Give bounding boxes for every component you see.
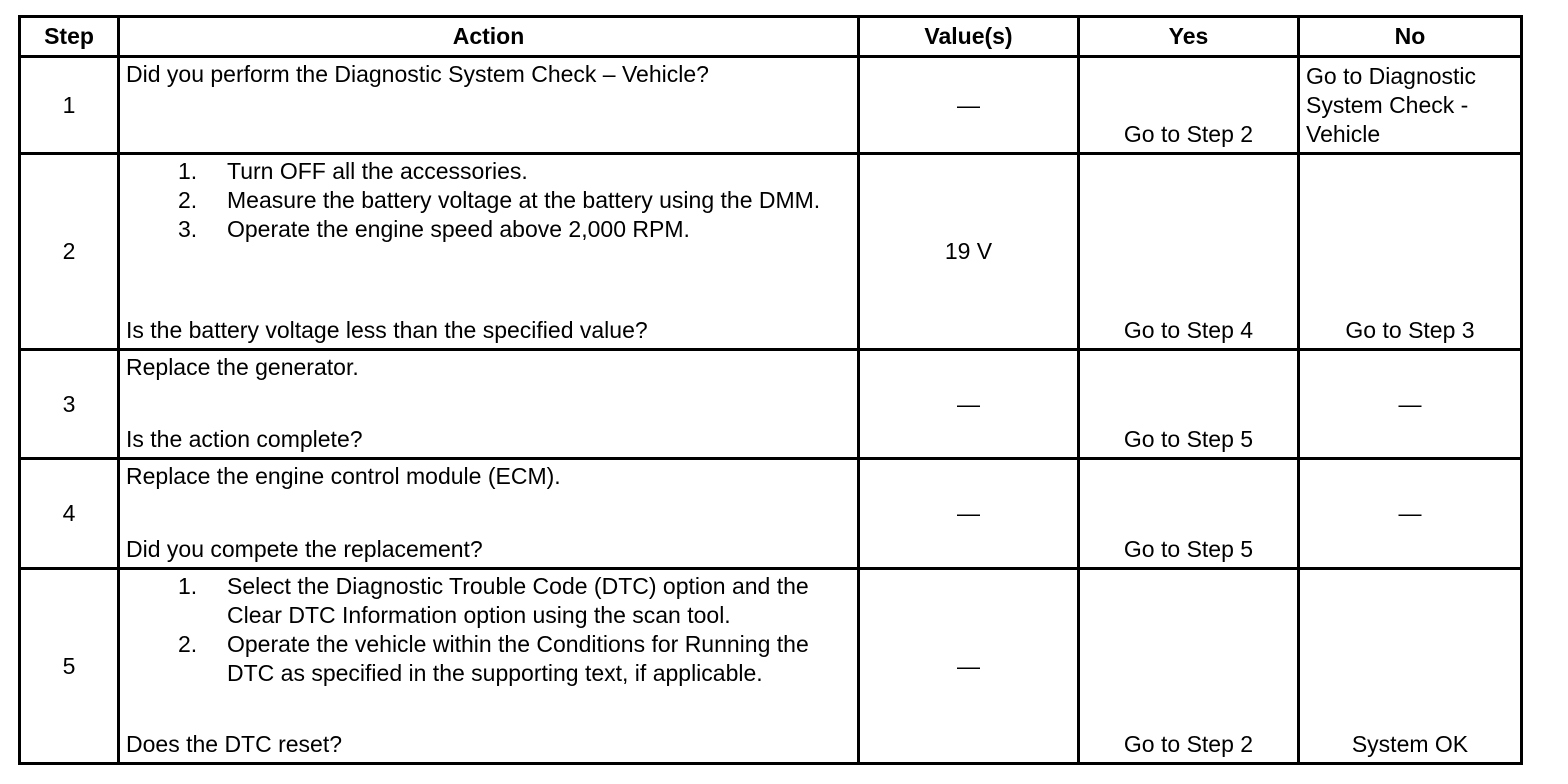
action-steps-list xyxy=(126,572,851,688)
yes-cell: Go to Step 2 xyxy=(1079,57,1299,154)
table-row xyxy=(20,569,1522,764)
yes-cell: Go to Step 4 xyxy=(1079,154,1299,350)
header-yes: Yes xyxy=(1079,17,1299,57)
action-question: Is the action complete? xyxy=(126,426,363,452)
action-question: Is the battery voltage less than the specified value? xyxy=(126,317,648,343)
action-cell xyxy=(119,350,859,459)
action-step-item: 3. Operate the engine speed above 2,000 RPM. xyxy=(178,216,690,242)
no-cell: Go to Step 3 xyxy=(1299,154,1522,350)
table-row xyxy=(20,154,1522,350)
yes-cell: Go to Step 5 xyxy=(1079,350,1299,459)
header-step: Step xyxy=(20,17,119,57)
header-no: No xyxy=(1299,17,1522,57)
action-question: Did you perform the Diagnostic System Check – Vehicle? xyxy=(126,61,709,87)
step-number: 1 xyxy=(20,57,119,154)
action-cell xyxy=(119,154,859,350)
no-text: Go to Diagnostic System Check - Vehicle xyxy=(1306,63,1477,147)
table-row xyxy=(20,350,1522,459)
action-step-item: 1. Select the Diagnostic Trouble Code (DTC) option and the Clear DTC Information option using the scan tool. xyxy=(178,573,809,628)
step-number: 4 xyxy=(20,459,119,569)
no-cell: — xyxy=(1299,350,1522,459)
no-cell xyxy=(1299,57,1522,154)
action-steps-list xyxy=(126,157,851,244)
action-question: Does the DTC reset? xyxy=(126,731,343,757)
no-cell: System OK xyxy=(1299,569,1522,764)
action-cell xyxy=(119,569,859,764)
action-instruction: Replace the engine control module (ECM). xyxy=(126,463,561,489)
action-step-item: 2. Operate the vehicle within the Conditions for Running the DTC as specified in the supporting text, if applicable. xyxy=(178,631,809,686)
action-instruction: Replace the generator. xyxy=(126,354,359,380)
value-cell: — xyxy=(859,57,1079,154)
value-cell: — xyxy=(859,459,1079,569)
header-values: Value(s) xyxy=(859,17,1079,57)
step-number: 5 xyxy=(20,569,119,764)
header-row xyxy=(20,17,1522,57)
no-cell: — xyxy=(1299,459,1522,569)
value-cell: 19 V xyxy=(859,154,1079,350)
yes-cell: Go to Step 5 xyxy=(1079,459,1299,569)
action-cell xyxy=(119,459,859,569)
action-step-item: 2. Measure the battery voltage at the battery using the DMM. xyxy=(178,187,821,213)
action-question: Did you compete the replacement? xyxy=(126,536,483,562)
step-number: 3 xyxy=(20,350,119,459)
step-number: 2 xyxy=(20,154,119,350)
table-row xyxy=(20,57,1522,154)
diagnostic-table xyxy=(18,15,1523,765)
action-step-item: 1. Turn OFF all the accessories. xyxy=(178,158,528,184)
action-cell xyxy=(119,57,859,154)
yes-cell: Go to Step 2 xyxy=(1079,569,1299,764)
header-action: Action xyxy=(119,17,859,57)
value-cell: — xyxy=(859,350,1079,459)
value-cell: — xyxy=(859,569,1079,764)
table-row xyxy=(20,459,1522,569)
